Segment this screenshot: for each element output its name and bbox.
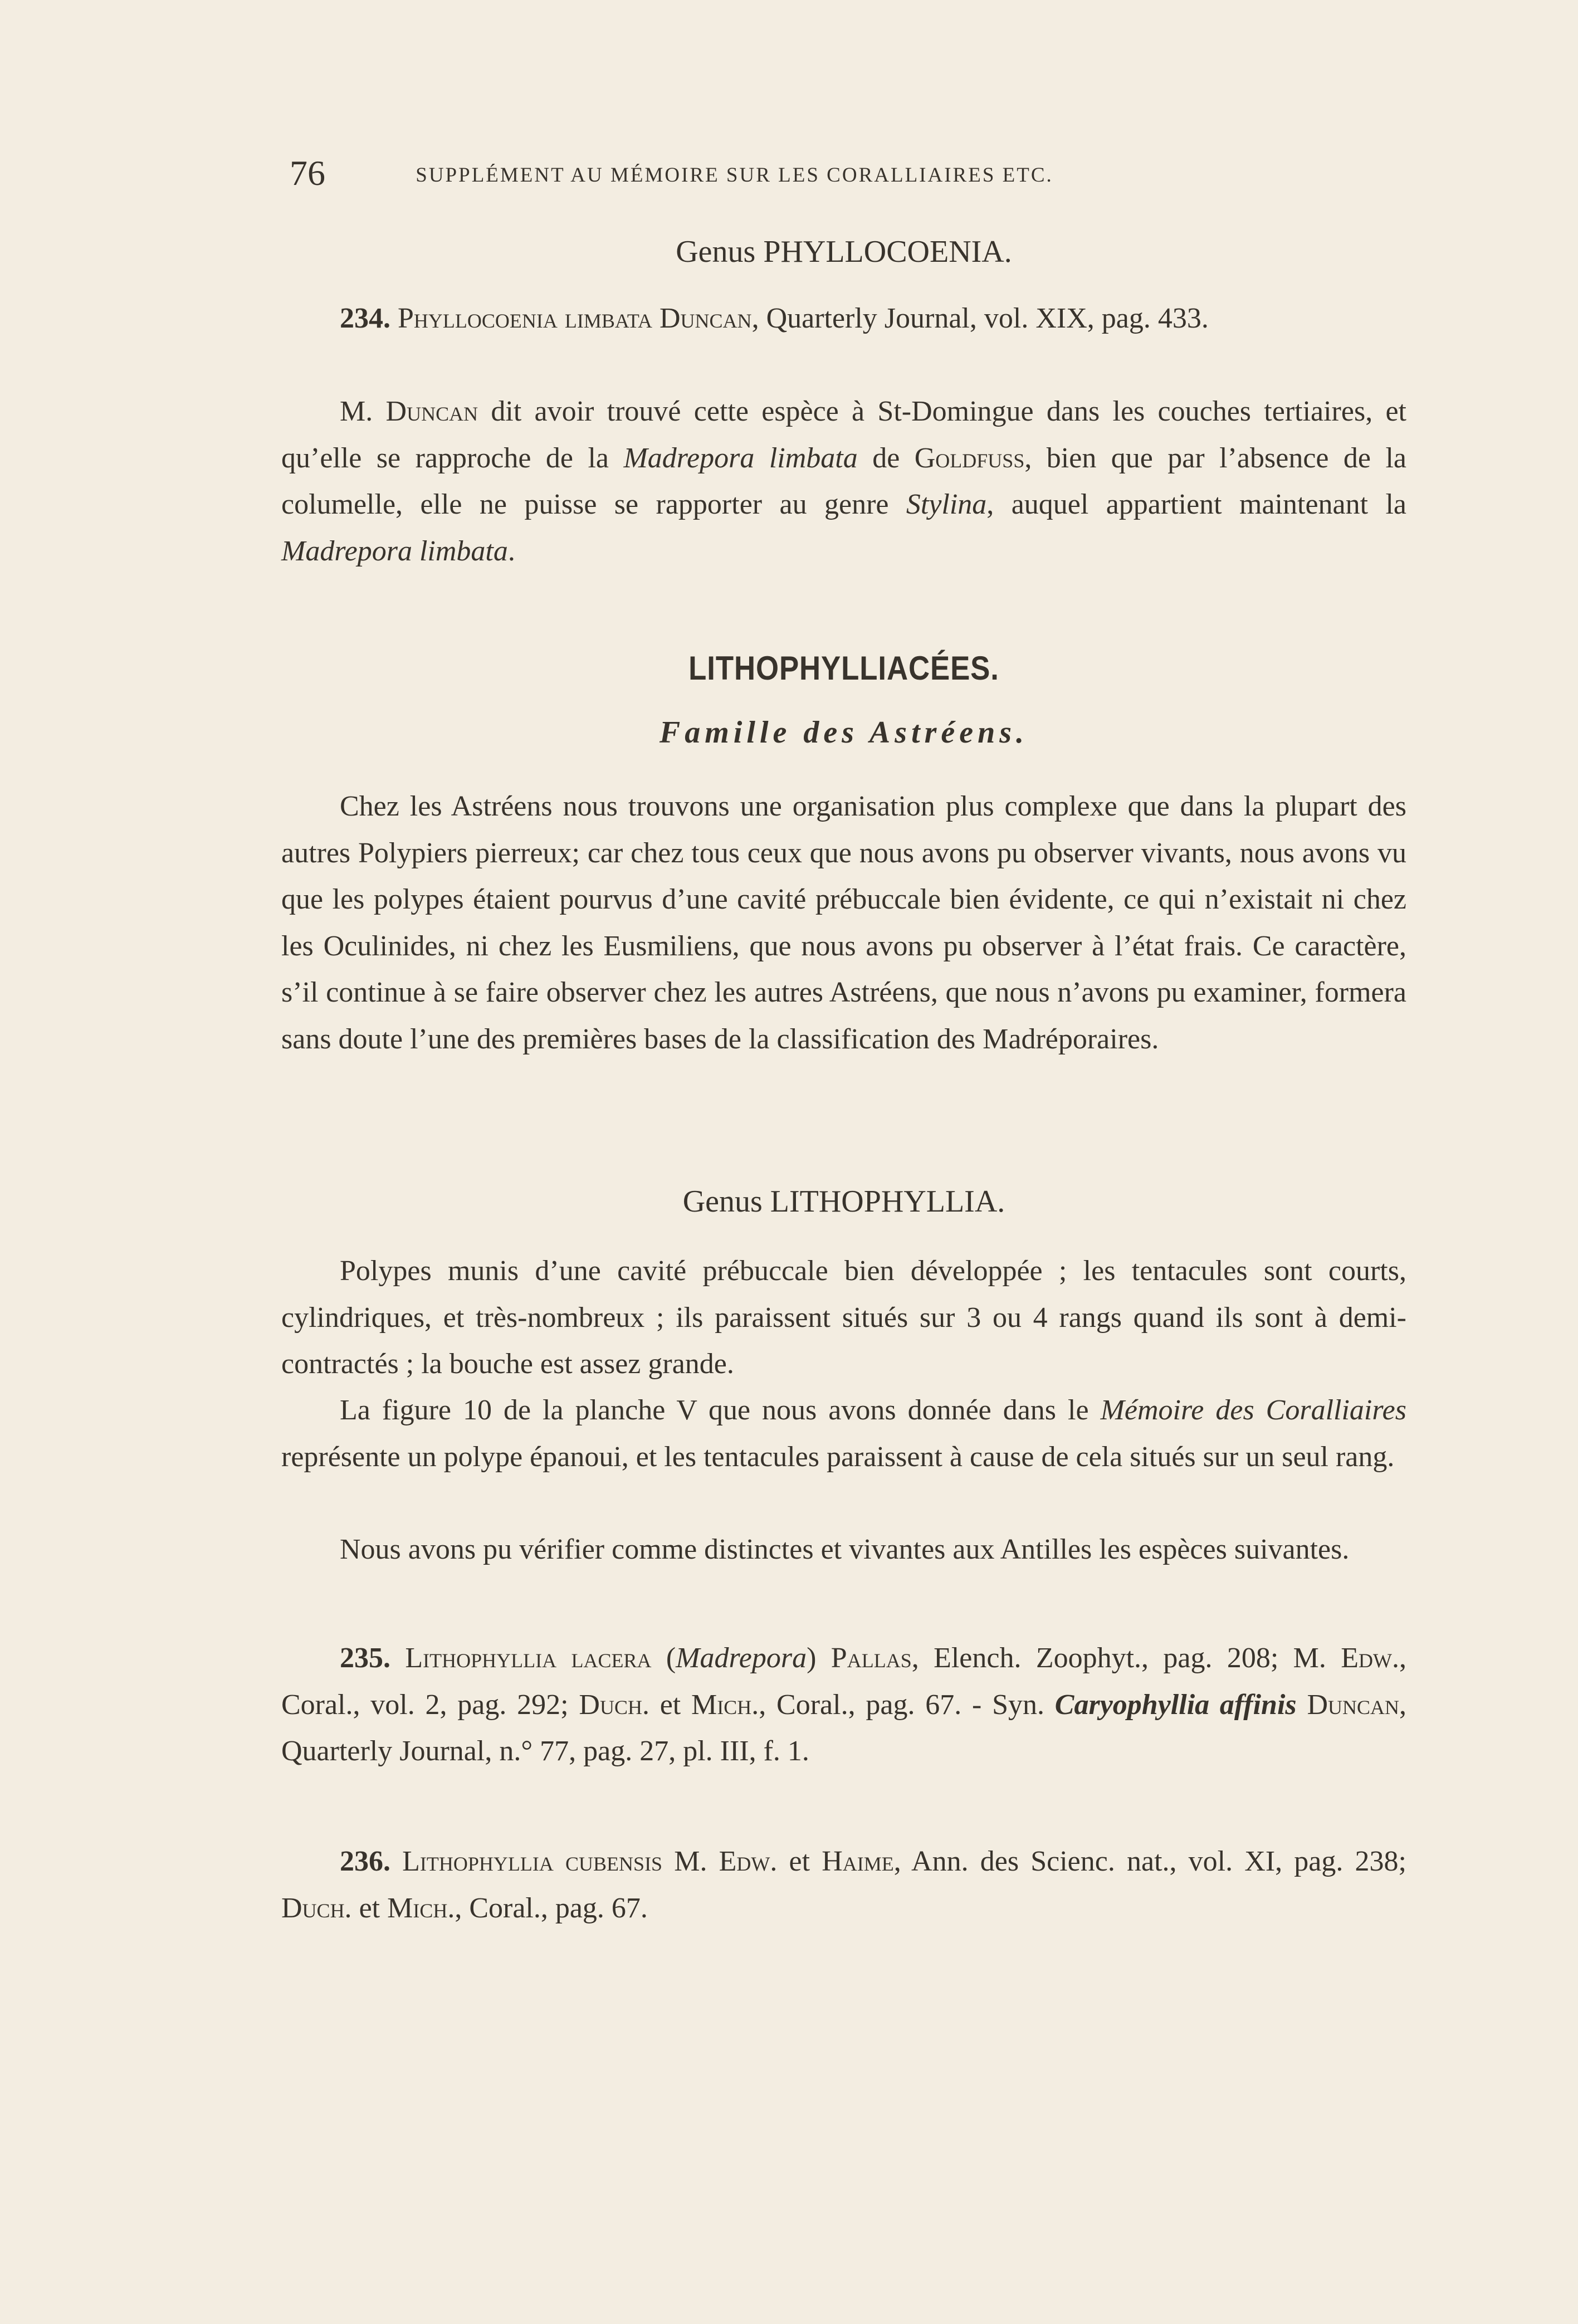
author-name: Goldfuss — [914, 442, 1025, 474]
author-name: Duch. — [281, 1892, 352, 1924]
species-name: Phyllocoenia limbata — [398, 302, 652, 334]
text-run: M. — [340, 396, 386, 427]
paragraph-astreens: Chez les Astréens nous trouvons une organisation plus complexe que dans la plupart des autres Polypiers pierreux; car chez tous ceux que nous avons pu observer vivants, nous avons vu que les polypes étaient pourvus d’une cavité prébuccale bien évidente, ce qui n’existait ni chez les Oculinides, ni chez les Eusmiliens, que nous avons pu observer à l’état frais. Ce caractère, s’il continue à se faire observer chez les autres Astréens, que nous n’avons pu examiner, formera sans doute l’une des premières bases de la classification des Madréporaires. — [281, 790, 1406, 1055]
text-run: et — [351, 1892, 388, 1924]
text-run: , auquel appartient maintenant la — [986, 489, 1406, 520]
famille-heading: Famille des Astréens. — [659, 715, 1029, 750]
text-run: et — [649, 1688, 692, 1721]
text-run: , Quarterly Journal, n.° 77, pag. 27, pl. III, f. 1. — [281, 1688, 1407, 1767]
running-header — [290, 149, 1409, 191]
text-run: , Coral., pag. 67. — [455, 1892, 648, 1924]
author-name: Edw. — [719, 1845, 778, 1877]
running-title: SUPPLÉMENT AU MÉMOIRE SUR LES CORALLIAIRES ETC. — [416, 164, 1053, 187]
synonym-prefix: - Syn. — [972, 1688, 1055, 1721]
family-heading: LITHOPHYLLIACÉES. — [688, 650, 999, 687]
paragraph-polypes: Polypes munis d’une cavité prébuccale bien développée ; les tentacules sont courts, cylindriques, et très-nombreux ; ils paraissent situés sur 3 ou 4 rangs quand ils sont à demi-contractés ; la bouche est assez grande. — [281, 1255, 1406, 1380]
text-run: , Elench. Zoophyt., pag. 208; M. — [911, 1642, 1341, 1674]
author-name: Mich. — [691, 1688, 759, 1721]
taxon-italic: Stylina — [906, 489, 987, 520]
author-name: Duncan — [385, 396, 478, 427]
author-name: Duncan — [659, 302, 752, 334]
species-name: Lithophyllia lacera — [405, 1642, 652, 1674]
entry-number: 234. — [340, 302, 390, 334]
text-run: ( — [651, 1642, 676, 1674]
entry-number: 236. — [340, 1845, 390, 1877]
text-run: . — [507, 535, 515, 567]
text-run: ) — [807, 1642, 831, 1674]
author-name: Duch. — [579, 1688, 649, 1721]
reference-text: , Quarterly Journal, vol. XIX, pag. 433. — [751, 302, 1209, 334]
author-name: Duncan — [1307, 1688, 1400, 1721]
text-run: représente un polype épanoui, et les tentacules paraissent à cause de cela situés sur un seul rang. — [281, 1441, 1395, 1473]
author-name: Pallas — [830, 1642, 912, 1674]
taxon-italic: Madrepora limbata — [281, 535, 508, 567]
entry-number: 235. — [340, 1642, 390, 1674]
genus-heading-phyllocoenia: Genus PHYLLOCOENIA. — [676, 235, 1012, 269]
text-run: La figure 10 de la planche V que nous avons donnée dans le — [340, 1394, 1101, 1426]
author-name: Mich. — [387, 1892, 455, 1924]
genus-heading-lithophyllia: Genus LITHOPHYLLIA. — [682, 1184, 1005, 1219]
author-name: Haime — [822, 1845, 894, 1877]
paragraph-duncan — [281, 388, 1406, 574]
text-run: , Ann. des Scienc. nat., vol. XI, pag. 238; — [893, 1845, 1406, 1877]
text-run: et — [777, 1845, 822, 1877]
synonym-name: Caryophyllia affinis — [1054, 1688, 1297, 1721]
text-run: de — [857, 442, 915, 474]
paragraph-figure — [281, 1387, 1406, 1480]
title-italic: Mémoire des Coralliaires — [1100, 1394, 1407, 1426]
text-run: , Coral., vol. 2, pag. 292; — [281, 1642, 1406, 1721]
entry-234 — [281, 295, 1406, 342]
page-number: 76 — [290, 153, 325, 193]
text-run: dit avoir trouvé cette espèce à St-Domingue dans les couches tertiaires, et qu’elle se rapproche de la — [281, 396, 1407, 474]
paragraph-antilles: Nous avons pu vérifier comme distinctes et vivantes aux Antilles les espèces suivantes. — [340, 1534, 1350, 1565]
author-name: Edw. — [1341, 1642, 1399, 1674]
taxon-italic: Madrepora limbata — [623, 442, 858, 474]
text-run: , Coral., pag. 67. — [759, 1688, 962, 1721]
entry-235 — [281, 1635, 1406, 1775]
text-run: , bien que par l’absence de la columelle, elle ne puisse se rapporter au genre — [281, 442, 1406, 520]
taxon-italic: Madrepora — [676, 1642, 807, 1674]
entry-236 — [281, 1838, 1406, 1931]
text-run — [1297, 1689, 1307, 1721]
text-run: M. — [662, 1845, 719, 1877]
species-name: Lithophyllia cubensis — [402, 1845, 663, 1877]
